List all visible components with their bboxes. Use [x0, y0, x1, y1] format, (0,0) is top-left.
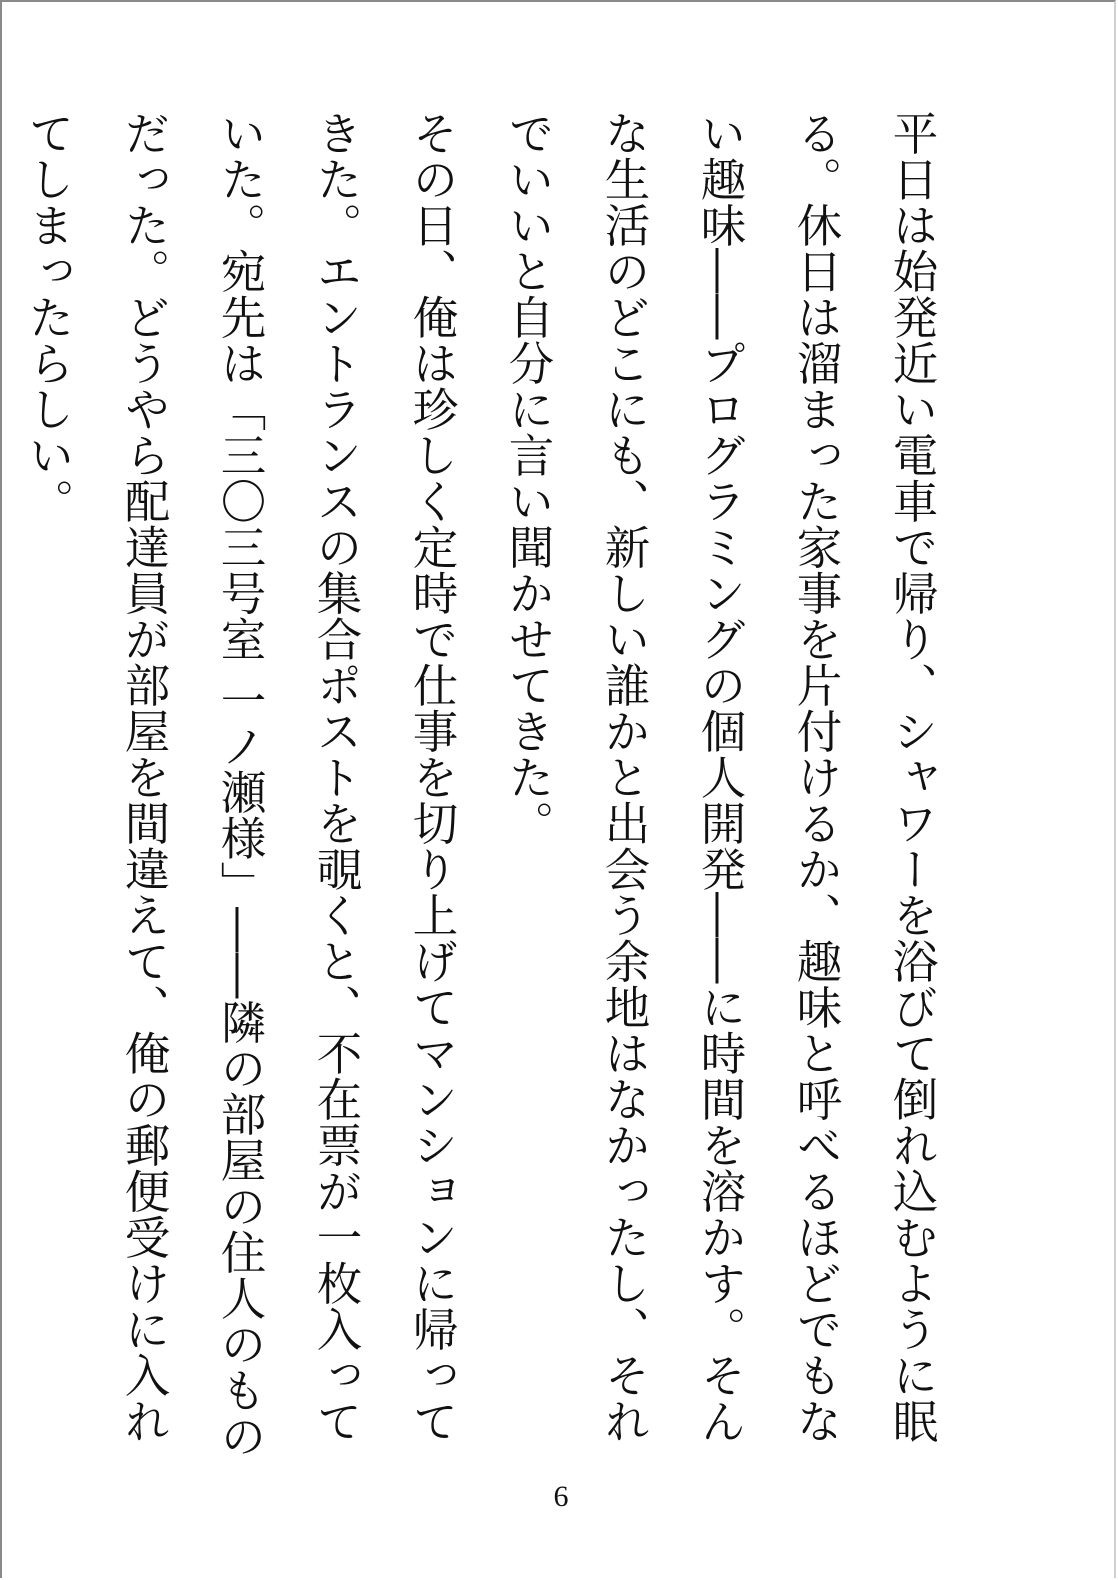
body-text [0, 110, 960, 1470]
page-number: 6 [553, 1480, 569, 1513]
paragraph-2: その日、俺は珍しく定時で仕事を切り上げてマンションに帰ってきた。エントランスの集合ポストを覗くと、不在票が一枚入っていた。宛先は「三〇三号室 一ノ瀬様」――隣の部屋の住人のものだった。どうやら配達員が部屋を間違えて、俺の郵便受けに入れてしまったらしい。 [22, 110, 459, 1459]
paragraph-1: 平日は始発近い電車で帰り、シャワーを浴びて倒れ込むように眠る。休日は溜まった家事を片付けるか、趣味と呼べるほどでもない趣味――プログラミングの個人開発――に時間を溶かす。そんな生活のどこにも、新しい誰かと出会う余地はなかったし、それでいいと自分に言い聞かせてきた。 [502, 110, 939, 1444]
